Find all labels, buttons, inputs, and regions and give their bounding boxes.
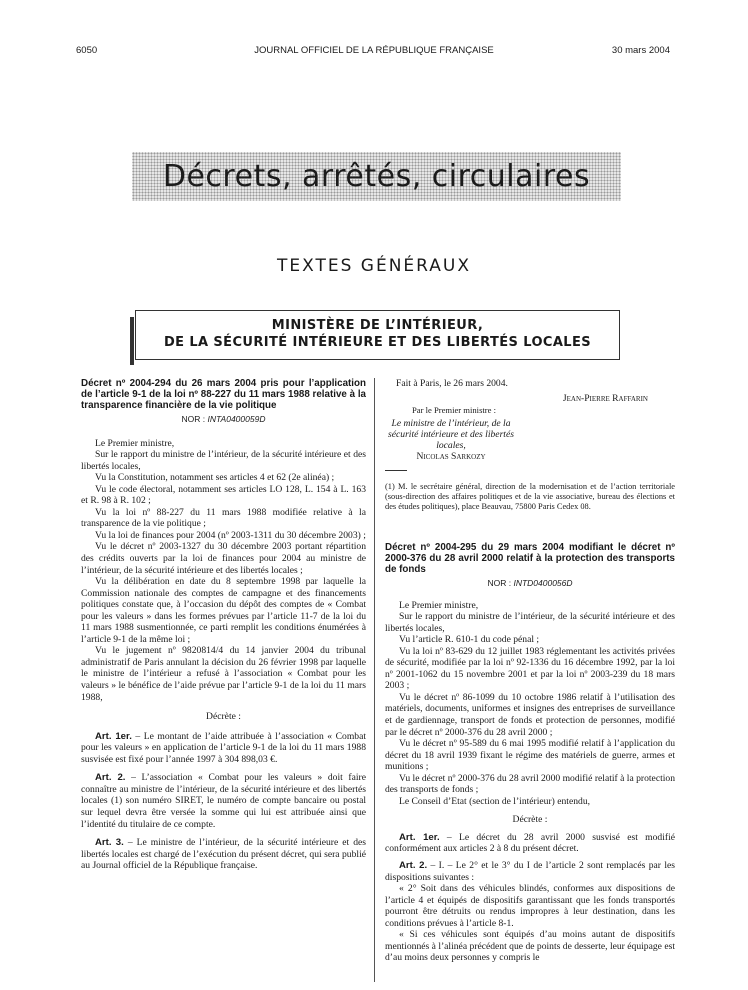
paragraph: Le Premier ministre, bbox=[399, 599, 479, 611]
nor-label: NOR : bbox=[181, 414, 208, 424]
signature-by: Par le Premier ministre : bbox=[412, 405, 497, 415]
decree-2 bbox=[385, 542, 675, 964]
footnote-separator bbox=[385, 470, 407, 471]
paragraph: Vu la Constitution, notamment ses articles 4 et 62 (2e alinéa) ; bbox=[95, 472, 335, 484]
paragraph: Sur le rapport du ministre de l’intérieur, de la sécurité intérieure et des libertés locales, bbox=[385, 611, 675, 634]
article-text: – Le décret du 28 avril 2000 susvisé est modifié conformément aux articles 2 à 8 du présent décret. bbox=[385, 831, 675, 855]
signature-minister-title: Le ministre de l’intérieur, de la sécurité intérieure et des libertés locales, bbox=[388, 418, 514, 451]
paragraph: Vu le décret nº 2003-1327 du 30 décembre 2003 portant répartition des crédits ouverts par la loi de finances pour 2004 au ministre de l’intérieur, de la sécurité intérieure et des libertés locales ; bbox=[81, 541, 366, 576]
article bbox=[81, 772, 366, 830]
paragraph: Vu la loi nº 83-629 du 12 juillet 1983 réglementant les activités privées de sécurité, modifiée par la loi nº 92-1336 du 16 décembre 1992, par la loi nº 2001-1062 du 15 novembre 2001 et par la loi nº 2003-239 du 18 mars 2003 ; bbox=[385, 645, 675, 692]
paragraph: Le Conseil d’Etat (section de l’intérieur) entendu, bbox=[399, 795, 591, 807]
ministry-box-shadow bbox=[130, 317, 134, 365]
article bbox=[81, 837, 366, 872]
article-text: – L’association « Combat pour les valeurs » doit faire connaître au ministre de l’intérieur, de la sécurité intérieure et des libertés locales (1) son numéro SIRET, le numéro de compte bancaire ou postal sur lequel devra être versée la somme qui lui est attribuée ainsi que l’identité du titulaire de ce compte. bbox=[81, 772, 366, 830]
paragraph: Vu la loi nº 88-227 du 11 mars 1988 modifiée relative à la transparence de la vie politique ; bbox=[81, 506, 366, 530]
footnote: (1) M. le secrétaire général, direction de la modernisation et de l’action territoriale (sous-direction des affaires politiques et de la vie associative, bureau des élections et des études politiques), place Beauvau, 75800 Paris Cedex 08. bbox=[385, 482, 675, 511]
signature-minister-name: Nicolas Sarkozy bbox=[416, 451, 486, 462]
section-banner bbox=[132, 152, 621, 201]
nor-code: INTA0400059D bbox=[207, 414, 266, 424]
paragraph: Vu le code électoral, notamment ses articles LO 128, L. 154 à L. 163 et R. 98 à R. 102 ; bbox=[81, 483, 366, 507]
ministry-box bbox=[135, 310, 620, 360]
decree-1-nor bbox=[81, 414, 366, 426]
article-text: – Le ministre de l’intérieur, de la sécurité intérieure et des libertés locales est chargé de l’exécution du présent décret, qui sera publié au Journal officiel de la République française. bbox=[81, 837, 366, 872]
decree-1-title: Décret nº 2004-294 du 26 mars 2004 pris pour l’application de l’article 9-1 de la loi nº 88-227 du 11 mars 1988 relative à la transparence financière de la vie politique bbox=[81, 378, 366, 411]
paragraph: Vu l’article R. 610-1 du code pénal ; bbox=[399, 634, 540, 646]
decree-2-title: Décret nº 2004-295 du 29 mars 2004 modifiant le décret nº 2000-376 du 28 avril 2000 relatif à la protection des transports de fonds bbox=[385, 542, 675, 575]
paragraph: Sur le rapport du ministre de l’intérieur, de la sécurité intérieure et des libertés locales, bbox=[81, 449, 366, 472]
paragraph: Vu la délibération en date du 8 septembre 1998 par laquelle la Commission nationale des comptes de campagne et des financements politiques constate que, à l’occasion du dépôt des comptes de « Combat pour les valeurs » dans les formes prévues par l’article 11-7 de la loi du 11 mars 1988 susmentionnée, ce parti remplit les conditions énumérées à l’article 9-1 de la même loi ; bbox=[81, 576, 366, 645]
paragraph: « Si ces véhicules sont équipés d’au moins autant de dispositifs mentionnés à l’alinéa précédent que de points de desserte, leur équipage est d’au moins deux personnes y compris le bbox=[385, 929, 675, 964]
decrete: Décrète : bbox=[206, 711, 241, 723]
paragraph: Vu le décret nº 95-589 du 6 mai 1995 modifié relatif à l’application du décret du 18 avril 1939 fixant le régime des matériels de guerre, armes et munitions ; bbox=[385, 738, 675, 773]
article-label: Art. 1er. bbox=[95, 730, 132, 742]
decrete: Décrète : bbox=[512, 814, 548, 826]
article-label: Art. 2. bbox=[399, 860, 428, 872]
ministry-line-1: MINISTÈRE DE L’INTÉRIEUR, bbox=[271, 318, 484, 333]
paragraph: « 2° Soit dans des véhicules blindés, conformes aux dispositions de l’article 4 et équipés de dispositifs garantissant que les fonds transportés pourront être détruits ou rendus impropres à leur destination, dans les conditions prévues à l’article 8-1. bbox=[385, 883, 675, 929]
nor-label: NOR : bbox=[487, 578, 514, 588]
decree-1 bbox=[81, 378, 366, 872]
article-label: Art. 1er. bbox=[399, 831, 440, 843]
ministry-line-2: DE LA SÉCURITÉ INTÉRIEURE ET DES LIBERTÉS LOCALES bbox=[163, 335, 592, 350]
article-label: Art. 2. bbox=[95, 772, 126, 784]
paragraph: Le Premier ministre, bbox=[95, 437, 175, 449]
paragraph: Vu la loi de finances pour 2004 (nº 2003-1311 du 30 décembre 2003) ; bbox=[95, 529, 366, 541]
banner-title: Décrets, arrêtés, circulaires bbox=[162, 159, 591, 194]
article bbox=[385, 832, 675, 855]
decree-2-nor bbox=[385, 578, 675, 590]
article-text: – Le montant de l’aide attribuée à l’association « Combat pour les valeurs » en application de l’article 9-1 de la loi du 11 mars 1988 susvisée est fixé pour l’année 1997 à 304 898,03 €. bbox=[81, 730, 366, 765]
page-number: 6050 bbox=[76, 45, 98, 56]
journal-title: JOURNAL OFFICIEL DE LA RÉPUBLIQUE FRANÇAISE bbox=[254, 45, 494, 56]
article bbox=[81, 731, 366, 766]
article-text: – I. – Le 2° et le 3° du I de l’article 2 sont remplacés par les dispositions suivantes : bbox=[385, 860, 675, 883]
signature-place-date: Fait à Paris, le 26 mars 2004. bbox=[396, 378, 508, 389]
article bbox=[385, 860, 675, 883]
column-rule bbox=[374, 378, 375, 982]
paragraph: Vu le jugement nº 9820814/4 du 14 janvier 2004 du tribunal administratif de Paris annulant la décision du 26 février 1998 par laquelle le ministre de l’intérieur a refusé à l’association « Combat pour les valeurs » le bénéfice de l’aide prévue par l’article 9-1 de la loi du 11 mars 1988, bbox=[81, 645, 366, 703]
paragraph: Vu le décret nº 86-1099 du 10 octobre 1986 relatif à l’utilisation des matériels, documents, uniformes et insignes des entreprises de surveillance et de gardiennage, transport de fonds et protection de personnes, modifié par le décret nº 2000-376 du 28 avril 2000 ; bbox=[385, 691, 675, 738]
nor-code: INTD0400056D bbox=[513, 578, 573, 588]
section-heading: TEXTES GÉNÉRAUX bbox=[276, 256, 471, 276]
paragraph: Vu le décret nº 2000-376 du 28 avril 2000 modifié relatif à la protection des transports de fonds ; bbox=[385, 772, 676, 796]
signature-pm: Jean-Pierre Raffarin bbox=[562, 393, 648, 404]
article-label: Art. 3. bbox=[95, 837, 124, 849]
issue-date: 30 mars 2004 bbox=[611, 45, 670, 56]
